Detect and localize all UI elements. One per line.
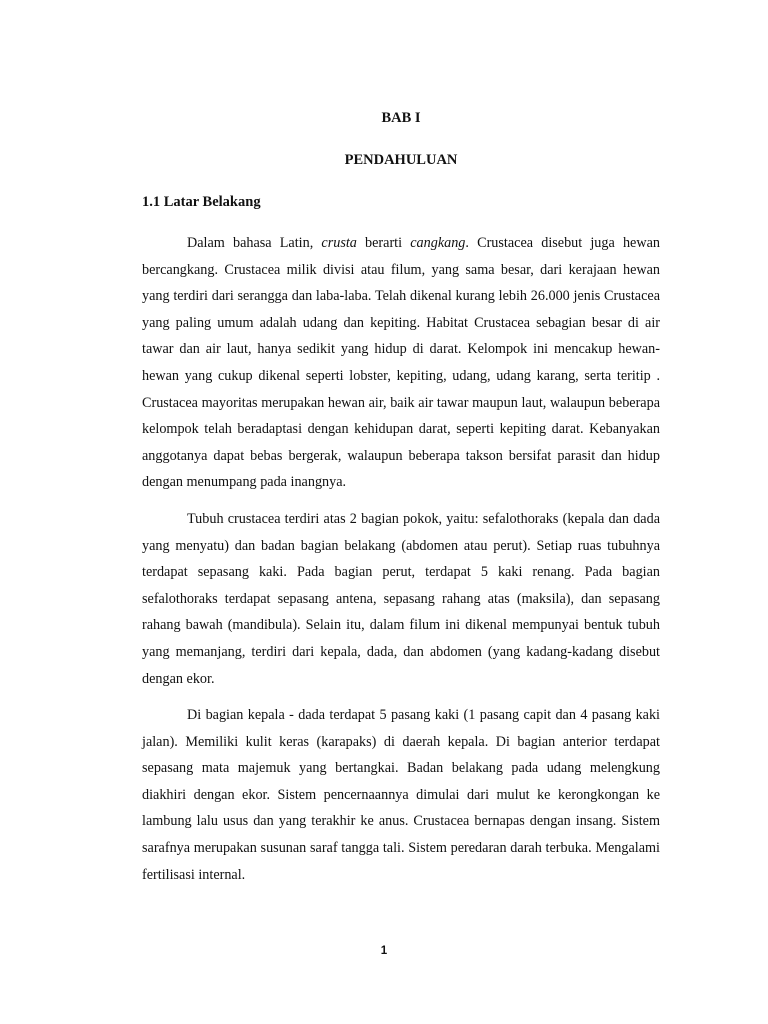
section-heading: 1.1 Latar Belakang	[142, 194, 261, 210]
page-number: 1	[380, 945, 388, 957]
page-content	[142, 108, 660, 898]
chapter-title: PENDAHULUAN	[344, 152, 458, 168]
latin-term-crusta: crusta	[321, 235, 357, 251]
chapter-label: BAB I	[381, 110, 421, 126]
paragraph-1-part-1: Dalam bahasa Latin,	[187, 235, 322, 251]
paragraph-2: Tubuh crustacea terdiri atas 2 bagian pokok, yaitu: sefalothoraks (kepala dan dada yang menyatu) dan badan bagian belakang (abdomen atau perut). Setiap ruas tubuhnya terdapat sepasang kaki. Pada bagian perut, terdapat 5 kaki renang. Pada bagian sefalothoraks terdapat sepasang antena, sepasang rahang atas (maksila), dan sepasang rahang bawah (mandibula). Selain itu, dalam filum ini dikenal mempunyai bentuk tubuh yang memanjang, terdiri dari kepala, dada, dan abdomen (yang kadang-kadang disebut dengan ekor.	[142, 510, 660, 687]
paragraph-1	[142, 230, 660, 496]
paragraph-1-part-3: . Crustacea disebut juga hewan bercangkang. Crustacea milik divisi atau filum, yang sama besar, dari kerajaan hewan yang terdiri dari serangga dan laba-laba. Telah dikenal kurang lebih 26.000 jenis Crustacea yang paling umum adalah udang dan kepiting. Habitat Crustacea sebagian besar di air tawar dan air laut, hanya sedikit yang hidup di darat. Kelompok ini mencakup hewan-hewan yang cukup dikenal seperti lobster, kepiting, udang, udang karang, serta teritip . Crustacea mayoritas merupakan hewan air, baik air tawar maupun laut, walaupun beberapa kelompok telah beradaptasi dengan kehidupan darat, seperti kepiting darat. Kebanyakan anggotanya dapat bebas bergerak, walaupun beberapa takson bersifat parasit dan hidup dengan menumpang pada inangnya.	[142, 235, 660, 491]
term-cangkang: cangkang	[410, 235, 466, 251]
paragraph-1-part-2: berarti	[356, 235, 411, 251]
paragraph-3: Di bagian kepala - dada terdapat 5 pasang kaki (1 pasang capit dan 4 pasang kaki jalan). Memiliki kulit keras (karapaks) di daerah kepala. Di bagian anterior terdapat sepasang mata majemuk yang bertangkai. Badan belakang pada udang melengkung diakhiri dengan ekor. Sistem pencernaannya dimulai dari mulut ke kerongkongan ke lambung lalu usus dan yang terakhir ke anus. Crustacea bernapas dengan insang. Sistem sarafnya merupakan susunan saraf tangga tali. Sistem peredaran darah terbuka. Mengalami fertilisasi internal.	[142, 707, 660, 883]
